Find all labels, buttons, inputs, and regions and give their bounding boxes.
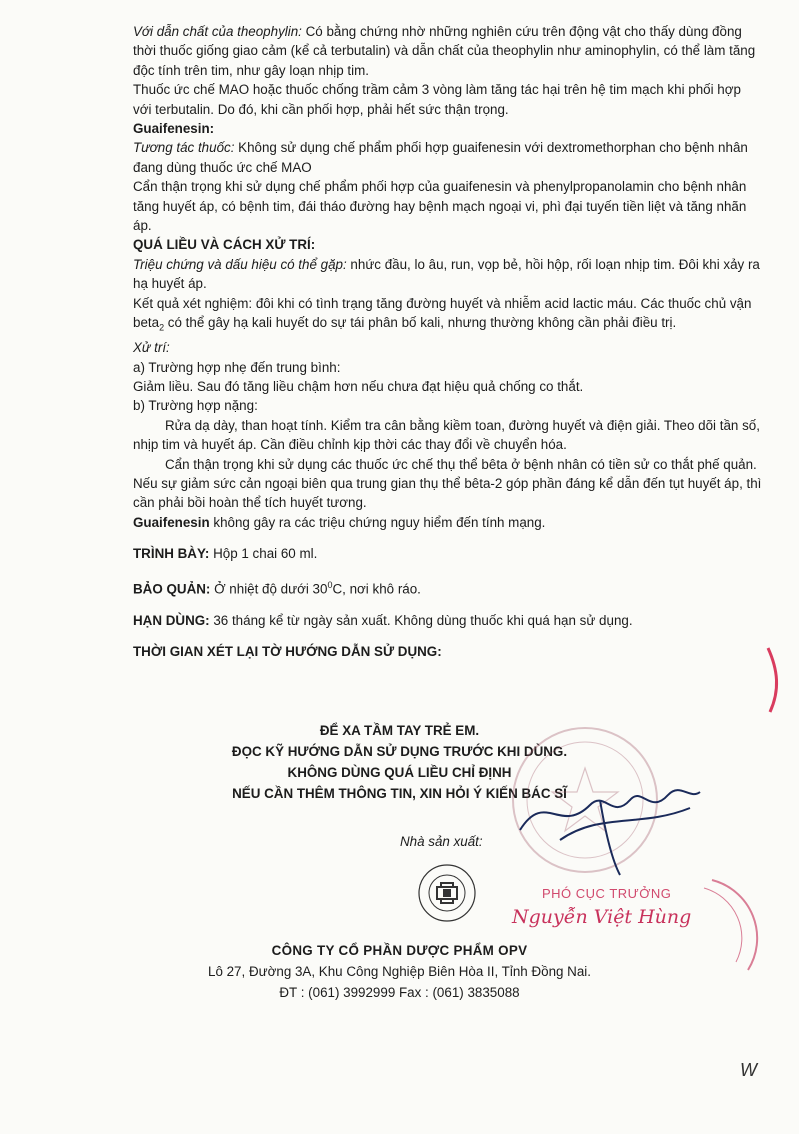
manufacturer-label: Nhà sản xuất: — [400, 834, 483, 849]
caution-paragraph: Cẩn thận trọng khi sử dụng chế phẩm phối hợp của guaifenesin và phenylpropanolamin cho bệnh nhân tăng huyết áp, có bệnh tim, đái tháo đường hay bệnh mạch ngoại vi, phì đại tuyến tiền liệt và tăng nhãn áp. — [133, 179, 747, 234]
document-body — [133, 22, 763, 661]
interaction-text: Không sử dụng chế phẩm phối hợp guaifenesin với dextromethorphan cho bệnh nhân đang dùng thuốc ức chế MAO — [133, 140, 748, 175]
guaifenesin-safety-paragraph — [133, 513, 763, 532]
case-a-text: Giảm liều. Sau đó tăng liều chậm hơn nếu chưa đạt hiệu quả chống co thắt. — [133, 378, 584, 394]
theophylin-paragraph — [133, 22, 763, 80]
company-phone: ĐT : (061) 3992999 Fax : (061) 3835088 — [279, 985, 520, 1000]
company-address: Lô 27, Đường 3A, Khu Công Nghiệp Biên Hòa II, Tỉnh Đồng Nai. — [208, 964, 591, 979]
mao-paragraph: Thuốc ức chế MAO hoặc thuốc chống trầm cảm 3 vòng làm tăng tác hại trên hệ tim mạch khi phối hợp với terbutalin. Do đó, khi cần phối hợp, phải hết sức thận trọng. — [133, 82, 741, 117]
edge-mark — [768, 648, 777, 712]
storage-label: BẢO QUẢN: — [133, 581, 211, 597]
symptoms-label: Triệu chứng và dấu hiệu có thể gặp: — [133, 256, 347, 272]
storage-line — [133, 576, 763, 599]
page-mark: W — [740, 1060, 757, 1080]
warning-block — [0, 720, 799, 804]
interaction-paragraph — [133, 138, 763, 177]
lab-subscript: 2 — [159, 322, 165, 333]
lab-text-after: có thể gây hạ kali huyết do sự tái phân bố kali, nhưng thường không cần phải điều trị. — [164, 315, 677, 331]
storage-text-before: Ở nhiệt độ dưới 30 — [210, 581, 328, 597]
case-b-text-1: Rửa dạ dày, than hoạt tính. Kiểm tra cân bằng kiềm toan, đường huyết và điện giải. Theo dõi tần số, nhịp tim và huyết áp. Cần điều chỉnh kịp thời các thay đổi về chuyển hóa. — [133, 417, 760, 453]
warning-line: KHÔNG DÙNG QUÁ LIỀU CHỈ ĐỊNH — [287, 765, 512, 780]
case-a-heading: a) Trường hợp nhẹ đến trung bình: — [133, 359, 341, 375]
interaction-label: Tương tác thuốc: — [133, 140, 235, 156]
expiry-label: HẠN DÙNG: — [133, 612, 210, 628]
overdose-heading: QUÁ LIỀU VÀ CÁCH XỬ TRÍ: — [133, 237, 316, 253]
presentation-line — [133, 544, 763, 563]
symptoms-text: nhức đầu, lo âu, run, vọp bẻ, hồi hộp, rối loạn nhịp tim. Đôi khi xảy ra hạ huyết áp. — [133, 256, 760, 292]
symptoms-paragraph — [133, 255, 763, 294]
presentation-text: Hộp 1 chai 60 ml. — [209, 546, 318, 562]
lab-text-before: Kết quả xét nghiệm: đôi khi có tình trạng tăng đường huyết và nhiễm acid lactic máu. Các thuốc chủ vận beta — [133, 295, 752, 331]
company-name: CÔNG TY CỔ PHẦN DƯỢC PHẨM OPV — [271, 943, 528, 958]
warning-line: ĐỌC KỸ HƯỚNG DẪN SỬ DỤNG TRƯỚC KHI DÙNG. — [231, 744, 568, 759]
storage-superscript: 0 — [327, 579, 333, 590]
warning-line: ĐỂ XA TẦM TAY TRẺ EM. — [319, 723, 480, 738]
case-b-text-2: Cẩn thận trọng khi sử dụng các thuốc ức chế thụ thể bêta ở bệnh nhân có tiền sử co thắt phế quản. Nếu sự giảm sức cản ngoại biên qua trung gian thụ thể bêta-2 góp phần đáng kể dẫn đến tụt huyết áp, thì cần phải bồi hoàn thể tích huyết tương. — [133, 456, 762, 511]
guaifenesin-safety-label: Guaifenesin — [133, 514, 210, 530]
storage-text-after: C, nơi khô ráo. — [332, 581, 421, 597]
review-heading: THỜI GIAN XÉT LẠI TỜ HƯỚNG DẪN SỬ DỤNG: — [133, 643, 442, 659]
expiry-line — [133, 611, 763, 630]
expiry-text: 36 tháng kể từ ngày sản xuất. Không dùng thuốc khi quá hạn sử dụng. — [209, 612, 633, 628]
case-b-heading: b) Trường hợp nặng: — [133, 398, 258, 414]
company-logo — [416, 862, 478, 924]
stamp-title: PHÓ CỤC TRƯỞNG — [542, 886, 672, 901]
company-info — [0, 940, 799, 1003]
stamp-signature-name: Nguyễn Việt Hùng — [512, 906, 692, 928]
treatment-label: Xử trí: — [133, 340, 170, 356]
theophylin-label: Với dẫn chất của theophylin: — [133, 24, 302, 39]
theophylin-text: Có bằng chứng nhờ những nghiên cứu trên động vật cho thấy dùng đồng thời thuốc giống giao cảm (kể cả terbutalin) và dẫn chất của theophylin như aminophylin, có thể làm tăng độc tính trên tim, như gây loạn nhịp tim. — [133, 24, 756, 78]
guaifenesin-heading: Guaifenesin: — [133, 121, 215, 137]
lab-paragraph — [133, 294, 763, 338]
presentation-label: TRÌNH BÀY: — [133, 546, 210, 562]
guaifenesin-safety-text: không gây ra các triệu chứng nguy hiểm đến tính mạng. — [209, 514, 546, 530]
warning-line: NẾU CẦN THÊM THÔNG TIN, XIN HỎI Ý KIẾN BÁC SĨ — [232, 786, 567, 801]
